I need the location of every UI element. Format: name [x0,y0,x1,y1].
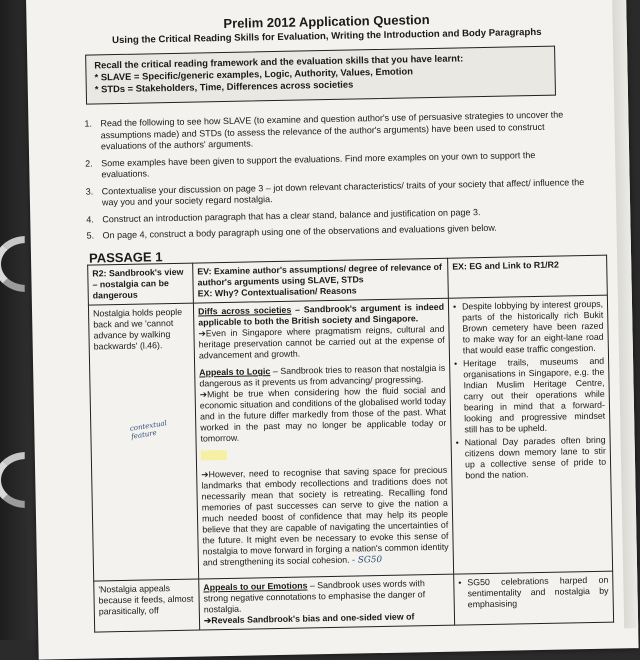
example-text: SG50 celebrations harped on sentimentality and nostalgia by emphasising [467,574,609,610]
evaluation-table [87,255,614,633]
eval-diffs-sub: ➔Even in Singapore where pragmatism reigns, cultural and heritage preservation cannot be carried out at the expense of advancement and growth. [198,323,445,361]
eval-logic-title: Appeals to Logic [199,366,271,378]
example-text: Despite lobbying by interest groups, parts of the historically rich Bukit Brown cemetery have been razed to make way for an eight-lane road that would ease traffic congestion. [461,298,604,356]
table-row [88,295,612,581]
worksheet-page [26,0,639,660]
eval-para-diffs [198,302,445,362]
eval-logic-sub: ➔Might be true when considering how the fluid social and economic situation and conditions of the globalised world today and in the future differ markedly from those of the past. What worked in the past may no longer be applicable today or tomorrow. [199,384,447,444]
instruction-text: Contextualise your discussion on page 3 – jot down relevant characteristics/ traits of your society that affect/ influence the way you and your society regard nostalgia. [101,176,585,208]
eval-highlight-mark [201,446,447,464]
eval-emotion-sub: ➔Reveals Sandbrook's bias and one-sided view of [203,611,415,626]
row1-observation: Nostalgia holds people back and we 'cannot advance by walking backwards' (l.46). [88,303,198,581]
list-item: • SG50 celebrations harped on sentimentality and nostalgia by emphasising [458,574,609,610]
instruction-item [86,221,586,242]
highlighter-mark [201,450,227,460]
header-ev [193,258,449,303]
instruction-number: 5. [86,230,95,241]
eval-logic-text: – Sandbrook tries to reason that nostalgia is dangerous as it prevents us from advancing/ progressing. [199,362,446,389]
instructions-list [84,109,586,247]
list-item: • Heritage trails, museums and organisations in Singapore, e.g. the Indian Muslim Heritage Centre, carry out their operations while bearing in mind that a forward-looking and progressive mindset still has to be upheld. [454,355,606,435]
handwritten-sg50: - SG50 [351,555,383,566]
recall-stds: * STDs = Stakeholders, Time, Differences across societies [94,78,354,95]
instruction-text: Some examples have been given to support the evaluations. Find more examples on your own to support the evaluations. [101,149,536,180]
list-item: • National Day parades often bring citizens down memory lane to stir up a collective sense of pride to bond the nation. [455,434,607,481]
header-eg: EX: EG and Link to R1/R2 [448,255,608,298]
header-ex-line: EX: Why? Contextualisation/ Reasons [197,285,357,299]
table-row [94,571,614,632]
row2-observation: 'Nostalgia appeals because it feeds, almost parasitically, off [94,579,200,632]
handwritten-margin-note: contextual feature [129,419,168,441]
instruction-item [85,149,585,182]
eval-para-logic [199,363,446,445]
header-ev-line: EV: Examine author's assumptions/ degree of relevance of author's arguments using SLAVE, STDs [197,261,442,288]
instruction-text: On page 4, construct a body paragraph using one of the observations and evaluations given below. [102,222,497,241]
instruction-item [84,109,585,153]
recall-heading: Recall the critical reading framework and the evaluation skills that you have learnt: [94,52,464,71]
instruction-number: 3. [85,186,94,197]
instruction-number: 1. [84,118,93,129]
instruction-text: Construct an introduction paragraph that has a clear stand, balance and justification on page 3. [102,206,481,224]
list-item: • Despite lobbying by interest groups, parts of the historically rich Bukit Brown cemetery have been razed to make way for an eight-lane road that would ease traffic congestion. [452,298,604,356]
eval-diffs-title: Diffs across societies [197,304,292,317]
document-subtitle: Using the Critical Reading Skills for Evaluation, Writing the Introduction and Body Paragraphs [112,26,542,47]
instruction-number: 2. [85,158,93,169]
passage-label: PASSAGE 1 [88,249,163,266]
instruction-number: 4. [86,214,94,225]
instruction-item [86,177,586,210]
document-title: Prelim 2012 Application Question [223,12,430,31]
row2-examples [454,571,614,625]
eval-emotion-text: – Sandbrook uses words with strong negative connotations to emphasise the danger of nostalgia. [203,578,426,615]
eval-however-text: ➔However, need to recognise that saving space for precious landmarks that embody recollections and traditions does not necessarily mean that society is retreating. Recalling fond memories of past successes can serve to give the nation a much needed boost of confidence that may help its people believe that they are capable of navigating the uncertainties of the future. It might even be necessary to evoke this sense of nostalgia to move forward in forging a nation's common identity and strengthening its social cohesion. [201,464,449,568]
eval-diffs-text: – Sandbrook's argument is indeed applicable to both the British society and Singapore. [198,301,445,328]
header-r2: R2: Sandbrook's view – nostalgia can be dangerous [88,263,194,305]
recall-box [85,46,556,105]
eval-emotion-title: Appeals to our Emotions [203,580,308,593]
example-text: Heritage trails, museums and organisations in Singapore, e.g. the Indian Muslim Heritage Centre, carry out their operations while bearing in mind that a forward-looking and progressive mindset still has to be upheld. [463,355,606,435]
example-text: National Day parades often bring citizens down memory lane to stir up a collective sense of pride to bond the nation. [464,434,607,481]
row2-evaluation [199,574,455,630]
row1-evaluation [193,298,453,579]
instruction-text: Read the following to see how SLAVE (to examine and question author's use of persuasive strategies to uncover the assumptions made) and STDs (to assess the relevance of the author's arguments) have been used to construct evaluations of the authors' arguments. [100,109,564,152]
recall-slave: * SLAVE = Specific/generic examples, Logic, Authority, Values, Emotion [94,65,414,83]
row1-examples [448,295,612,574]
eval-para-however [201,465,449,570]
